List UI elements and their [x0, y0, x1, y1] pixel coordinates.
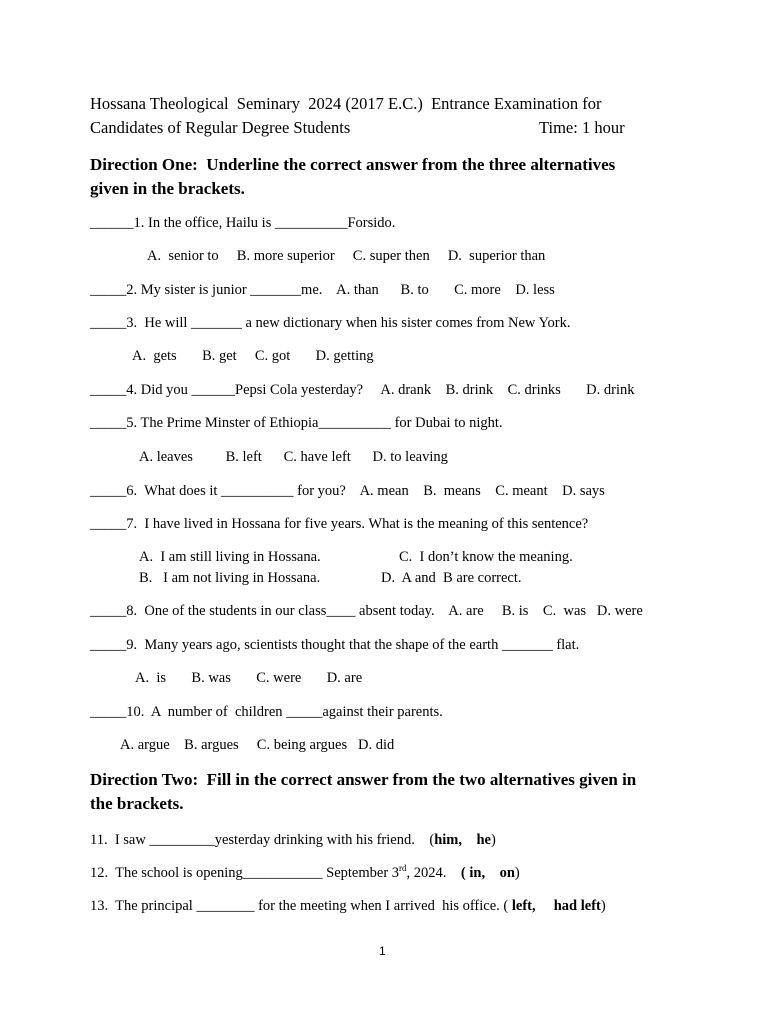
question-10-options: A. argue B. argues C. being argues D. did: [120, 737, 395, 753]
question-12: [90, 864, 520, 882]
question-5-options: A. leaves B. left C. have left D. to leaving: [139, 449, 448, 465]
direction-one-line-1: Direction One: Underline the correct answer from the three alternatives: [90, 155, 616, 174]
question-13-text: 13. The principal ________ for the meeting when I arrived his office. (: [90, 898, 512, 914]
page-number: 1: [379, 944, 386, 958]
header-line-2: Candidates of Regular Degree Students: [90, 118, 351, 137]
header-line-1: Hossana Theological Seminary 2024 (2017 E.C.) Entrance Examination for: [90, 94, 602, 113]
question-7-option-b: B. I am not living in Hossana.: [139, 570, 321, 586]
question-4: _____4. Did you ______Pepsi Cola yesterday? A. drank B. drink C. drinks D. drink: [90, 382, 635, 398]
question-11-close: ): [490, 832, 496, 848]
question-12-superscript: rd: [399, 863, 407, 873]
direction-one-line-2: given in the brackets.: [90, 179, 245, 198]
question-8: _____8. One of the students in our class____ absent today. A. are B. is C. was D. were: [90, 603, 643, 619]
question-1-options: A. senior to B. more superior C. super then D. superior than: [147, 248, 546, 264]
question-13-close: ): [600, 898, 606, 914]
question-5: _____5. The Prime Minster of Ethiopia__________ for Dubai to night.: [90, 415, 503, 431]
question-12-text-end: , 2024.: [406, 865, 461, 881]
question-9-options: A. is B. was C. were D. are: [135, 670, 363, 686]
question-11-text: 11. I saw _________yesterday drinking with his friend. (: [90, 832, 435, 848]
direction-two-line-2: the brackets.: [90, 794, 184, 813]
question-7-option-a: A. I am still living in Hossana.: [139, 549, 321, 565]
question-7-option-c: C. I don’t know the meaning.: [399, 549, 573, 565]
question-13-choices: left, had left: [511, 898, 601, 914]
question-12-open: (: [460, 865, 470, 881]
question-12-close: ): [514, 865, 520, 881]
question-3-options: A. gets B. get C. got D. getting: [132, 348, 374, 364]
question-2: _____2. My sister is junior _______me. A. than B. to C. more D. less: [90, 282, 555, 298]
question-11-choices: him, he: [434, 832, 491, 848]
question-11: [90, 831, 496, 849]
question-12-choices: in, on: [469, 865, 515, 881]
question-12-text: 12. The school is opening___________ September 3: [90, 865, 400, 881]
question-9: _____9. Many years ago, scientists thought that the shape of the earth _______ flat.: [90, 637, 580, 653]
question-7: _____7. I have lived in Hossana for five years. What is the meaning of this sentence?: [90, 516, 589, 532]
question-10: _____10. A number of children _____against their parents.: [90, 704, 443, 720]
question-6: _____6. What does it __________ for you? A. mean B. means C. meant D. says: [90, 483, 605, 499]
question-3: _____3. He will _______ a new dictionary when his sister comes from New York.: [90, 315, 571, 331]
question-7-option-d: D. A and B are correct.: [381, 570, 522, 586]
question-1: ______1. In the office, Hailu is __________Forsido.: [90, 215, 396, 231]
exam-time: Time: 1 hour: [539, 118, 625, 137]
direction-two-line-1: Direction Two: Fill in the correct answer from the two alternatives given in: [90, 770, 637, 789]
question-13: [90, 897, 606, 915]
